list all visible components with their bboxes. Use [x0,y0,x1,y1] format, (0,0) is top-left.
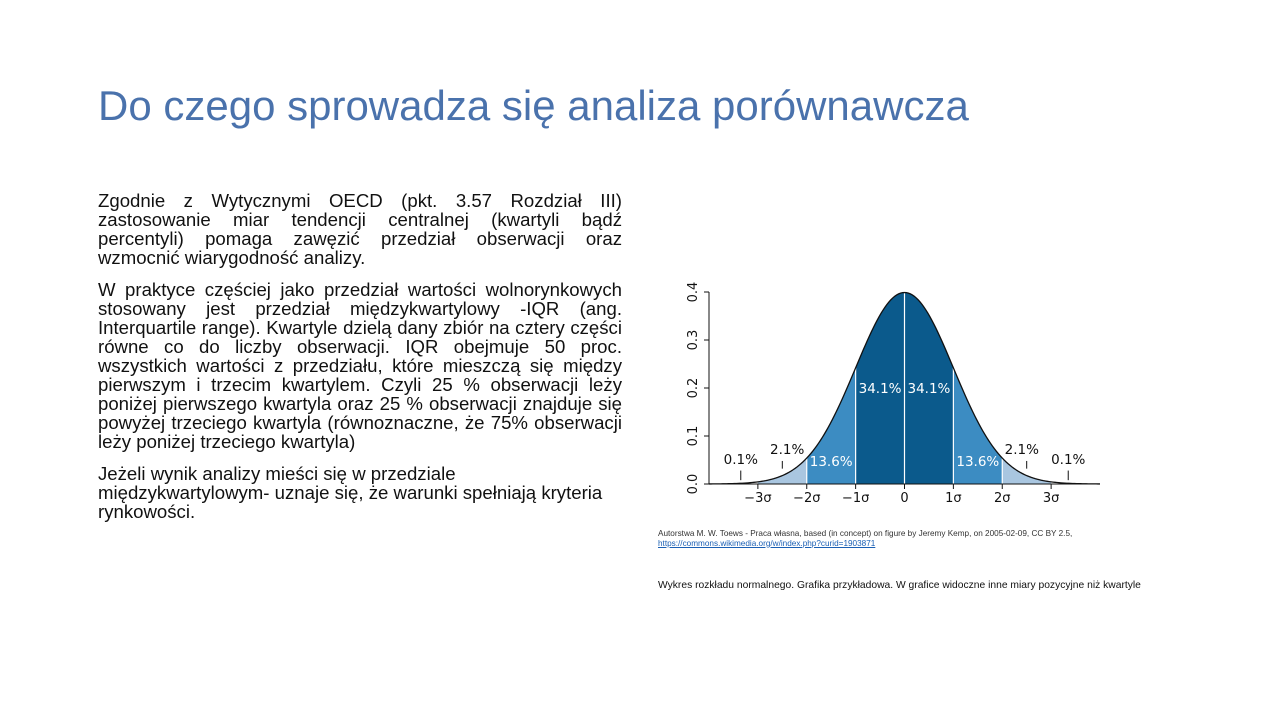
body-text [98,191,622,534]
percentage-label: 34.1% [907,380,951,397]
y-tick-label: 0.1 [686,425,701,447]
y-tick-label: 0.0 [686,473,701,495]
paragraph-iqr: W praktyce częściej jako przedział wartości wolnorynkowych stosowany jest przedział międzykwartylowy -IQR (ang. Interquartile range). Kwartyle dzielą dany zbiór na cztery części równe co do liczby obserwacji. IQR obejmuje 50 proc. wszystkich wartości z przedziału, które mieszczą się między pierwszym i trzecim kwartylem. Czyli 25 % obserwacji leży poniżej pierwszego kwartyla oraz 25 % obserwacji znajduje się powyżej trzeciego kwartyla (równoznaczne, że 75% obserwacji leży poniżej trzeciego kwartyla) [98,279,622,452]
y-tick-label: 0.3 [686,329,701,351]
attribution-text: Autorstwa M. W. Toews - Praca własna, based (in concept) on figure by Jeremy Kemp, on 2005-02-09, CC BY 2.5, [658,529,1073,538]
x-tick-label: 0 [900,491,909,506]
attribution-link[interactable]: https://commons.wikimedia.org/w/index.php?curid=1903871 [658,538,876,548]
image-attribution [658,529,1218,548]
percentage-label: 0.1% [723,451,758,468]
percentage-label: 13.6% [956,453,1000,470]
x-tick-label: −2σ [793,491,821,506]
x-tick-label: 1σ [945,491,962,506]
y-tick-label: 0.2 [686,377,701,399]
percentage-label: 13.6% [809,453,853,470]
x-tick-label: 3σ [1042,491,1060,506]
chart-caption: Wykres rozkładu normalnego. Grafika przykładowa. W grafice widoczne inne miary pozycyjne niż kwartyle [658,580,1141,591]
chart-svg [676,270,1112,520]
percentage-label: 2.1% [1004,442,1039,459]
paragraph-oecd: Zgodnie z Wytycznymi OECD (pkt. 3.57 Rozdział III) zastosowanie miar tendencji centralnej (kwartyli bądź percentyli) pomaga zawęzić przedział obserwacji oraz wzmocnić wiarygodność analizy. [98,190,622,268]
y-tick-label: 0.4 [686,281,701,303]
slide-title: Do czego sprowadza się analiza porównawcza [98,82,969,129]
percentage-label: 2.1% [770,442,805,459]
x-tick-label: −3σ [744,491,772,506]
x-tick-label: −1σ [841,491,870,506]
normal-distribution-chart [676,270,1112,520]
x-tick-label: 2σ [993,491,1011,506]
percentage-label: 0.1% [1051,451,1086,468]
percentage-label: 34.1% [858,380,902,397]
paragraph-conclusion: Jeżeli wynik analizy mieści się w przedziale międzykwartylowym- uznaje się, że warunki spełniają kryteria rynkowości. [98,463,603,522]
